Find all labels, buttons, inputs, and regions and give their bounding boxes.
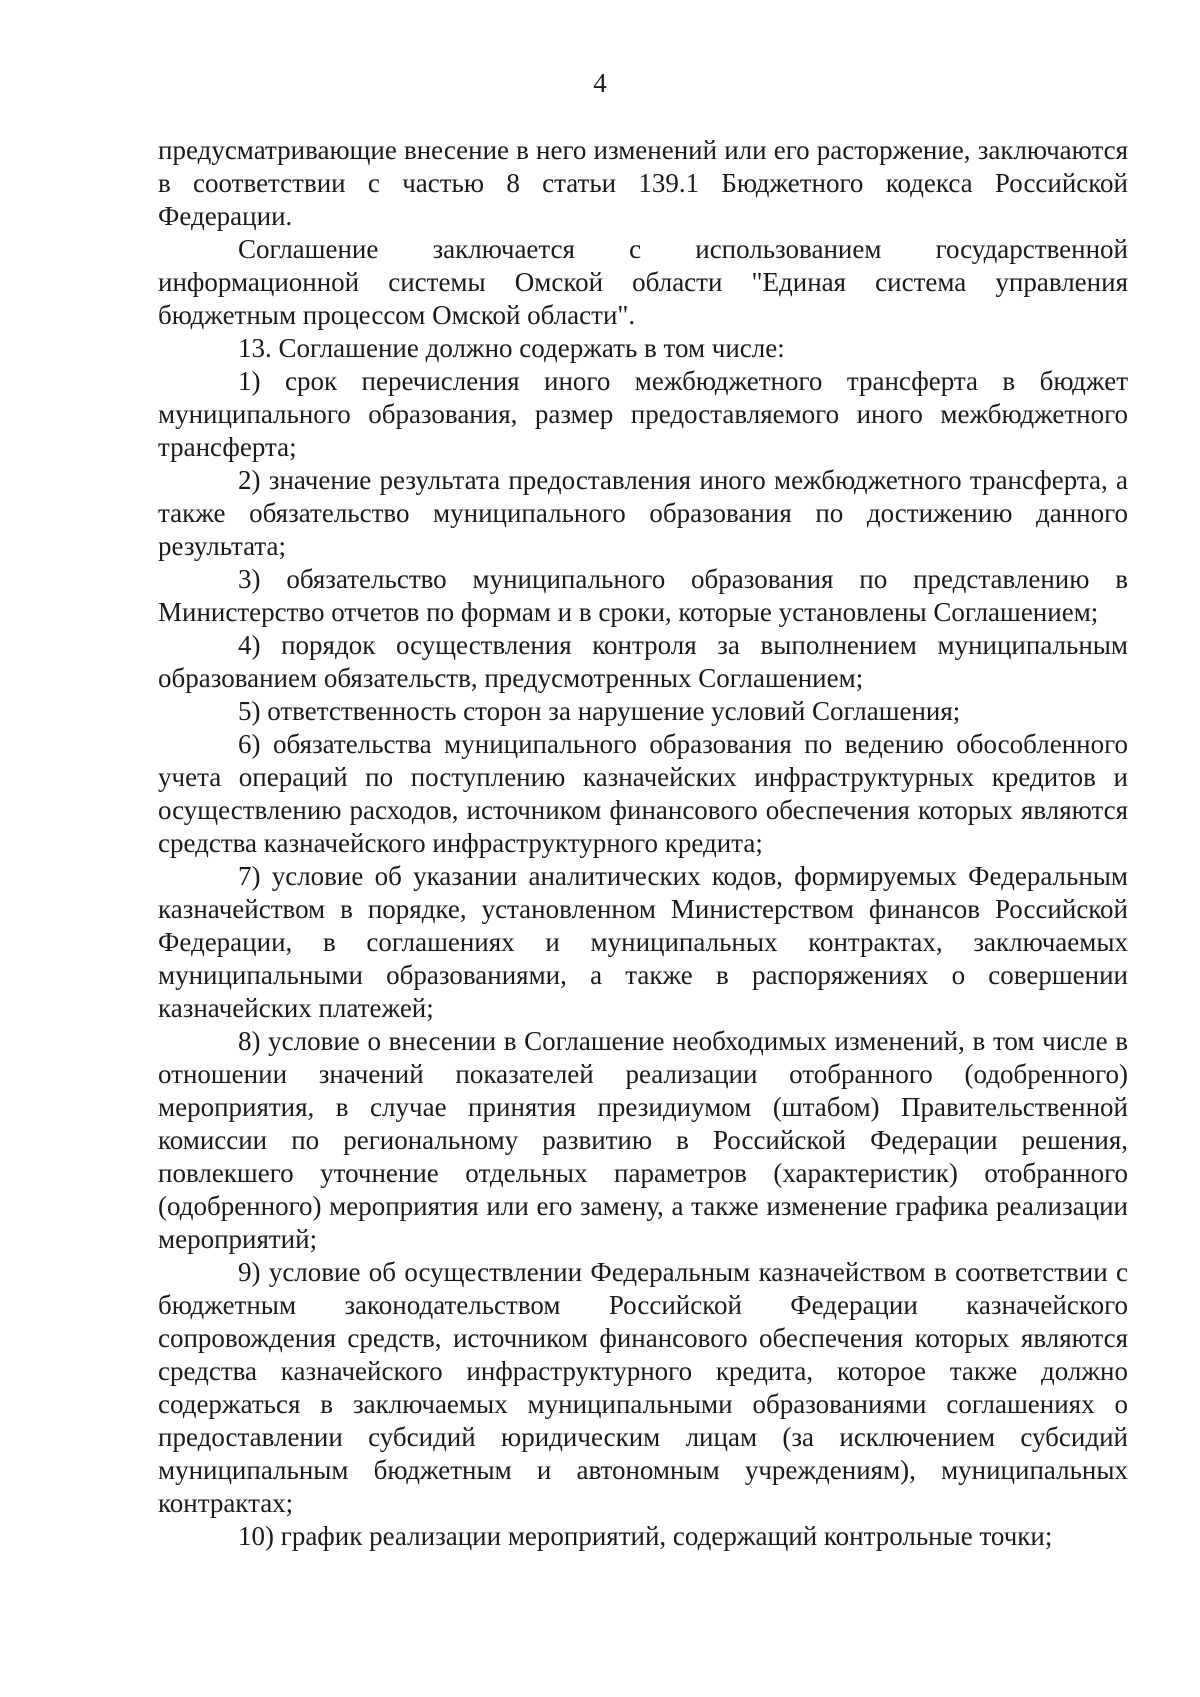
paragraph: Соглашение заключается с использованием государственной информационной системы Омской области "Единая система управления бюджетным процессом Омской области". [158, 234, 1128, 330]
list-item: 10) график реализации мероприятий, содержащий контрольные точки; [238, 1521, 1053, 1551]
document-body [158, 134, 1128, 1553]
list-item: 8) условие о внесении в Соглашение необходимых изменений, в том числе в отношении значений показателей реализации отобранного (одобренного) мероприятия, в случае принятия президиумом (штабом) Правительственной комиссии по региональному развитию в Российской Федерации решения, повлекшего уточнение отдельных параметров (характеристик) отобранного (одобренного) мероприятия или его замену, а также изменение графика реализации мероприятий; [158, 1026, 1128, 1254]
list-item: 3) обязательство муниципального образования по представлению в Министерство отчетов по формам и в сроки, которые установлены Соглашением; [158, 564, 1128, 627]
list-item: 9) условие об осуществлении Федеральным казначейством в соответствии с бюджетным законодательством Российской Федерации казначейского сопровождения средств, источником финансового обеспечения которых являются средства казначейского инфраструктурного кредита, которое также должно содержаться в заключаемых муниципальными образованиями соглашениях о предоставлении субсидий юридическим лицам (за исключением субсидий муниципальным бюджетным и автономным учреждениям), муниципальных контрактах; [158, 1257, 1128, 1518]
list-item: 6) обязательства муниципального образования по ведению обособленного учета операций по поступлению казначейских инфраструктурных кредитов и осуществлению расходов, источником финансового обеспечения которых являются средства казначейского инфраструктурного кредита; [158, 729, 1128, 858]
paragraph: 13. Соглашение должно содержать в том числе: [238, 333, 785, 363]
list-item: 1) срок перечисления иного межбюджетного трансферта в бюджет муниципального образования, размер предоставляемого иного межбюджетного трансферта; [158, 366, 1128, 462]
list-item: 2) значение результата предоставления иного межбюджетного трансферта, а также обязательство муниципального образования по достижению данного результата; [158, 465, 1128, 561]
list-item: 4) порядок осуществления контроля за выполнением муниципальным образованием обязательств, предусмотренных Соглашением; [158, 630, 1128, 693]
page-number: 4 [593, 68, 607, 98]
list-item: 5) ответственность сторон за нарушение условий Соглашения; [238, 696, 961, 726]
list-item: 7) условие об указании аналитических кодов, формируемых Федеральным казначейством в порядке, установленном Министерством финансов Российской Федерации, в соглашениях и муниципальных контрактах, заключаемых муниципальными образованиями, а также в распоряжениях о совершении казначейских платежей; [158, 861, 1128, 1023]
paragraph: предусматривающие внесение в него изменений или его расторжение, заключаются в соответствии с частью 8 статьи 139.1 Бюджетного кодекса Российской Федерации. [158, 135, 1128, 231]
